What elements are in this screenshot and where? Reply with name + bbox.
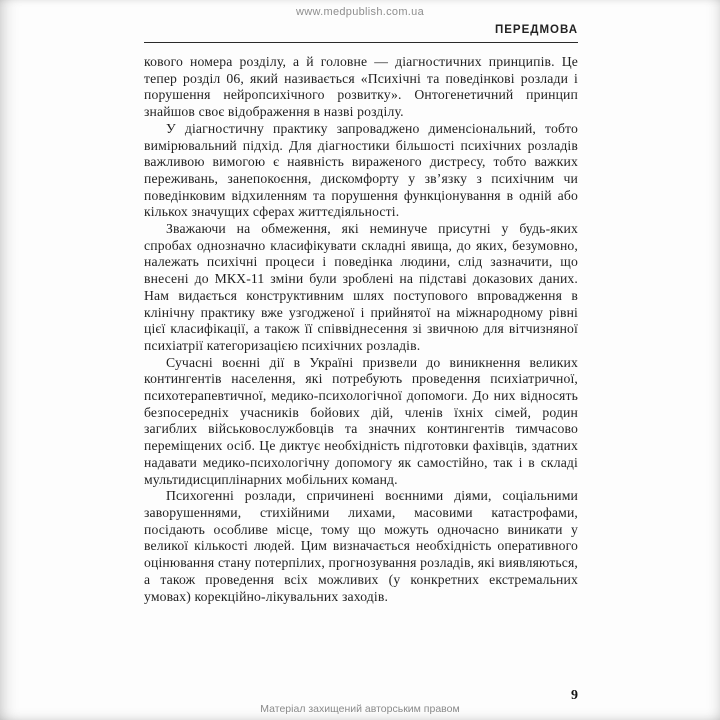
paragraph: кового номера розділу, а й головне — діагностичних принципів. Це тепер розділ 06, який називається «Психічні та поведінкові розлади і порушення нейропсихічного розвитку». Онтогенетичний принцип знайшов своє відображення в назві розділу.: [144, 54, 578, 120]
page-number: 9: [571, 688, 578, 703]
text-column: [144, 0, 578, 720]
copyright-notice: Матеріал захищений авторським правом: [260, 703, 460, 715]
paragraph: Зважаючи на обмеження, які неминуче присутні у будь-яких спробах однозначно класифікувати складні явища, до яких, безумовно, належать психічні процеси і поведінка людини, слід зазначити, що внесені до МКХ-11 зміни були зроблені на підставі доказових даних. Нам видається конструктивним шлях поступового впровадження в клінічну практику вже узгодженої і прийнятої на міжнародному рівні цієї класифікації, а також її співвіднесення зі звичною для вітчизняної психіатрії категоризацією психічних розладів.: [144, 221, 578, 353]
body-text: [144, 54, 578, 605]
running-head: ПЕРЕДМОВА: [494, 24, 578, 36]
header-rule: [144, 42, 578, 43]
paragraph: Психогенні розлади, спричинені воєнними діями, соціальними заворушеннями, стихійними лихами, масовими катастрофами, посідають особливе місце, тому що можуть одночасно виникати у великої кількості людей. Цим визначається необхідність оперативного оцінювання стану потерпілих, прогнозування розладів, які виявляються, а також проведення всіх можливих (у конкретних екстремальних умовах) корекційно-лікувальних заходів.: [144, 488, 578, 604]
paragraph: У діагностичну практику запроваджено дименсіональний, тобто вимірювальний підхід. Для діагностики більшості психічних розладів важливою вимогою є наявність вираженого дистресу, тобто важких переживань, занепокоєння, дискомфорту у зв’язку з психічним чи поведінковим відхиленням та порушення функціонування в одній або кількох значущих сферах життєдіяльності.: [144, 120, 578, 220]
publisher-watermark: www.medpublish.com.ua: [296, 6, 424, 18]
paragraph: Сучасні воєнні дії в Україні призвели до виникнення великих контингентів населення, які потребують проведення психіатричної, психотерапевтичної, медико-психологічної допомоги. До них відносять безпосередніх учасників бойових дій, членів їхніх сімей, родин загиблих військовослужбовців та значних контингентів тимчасово переміщених осіб. Це диктує необхідність підготовки фахівців, здатних надавати медико-психологічну допомогу як самостійно, так і в складі мультидисциплінарних мобільних команд.: [144, 354, 578, 487]
